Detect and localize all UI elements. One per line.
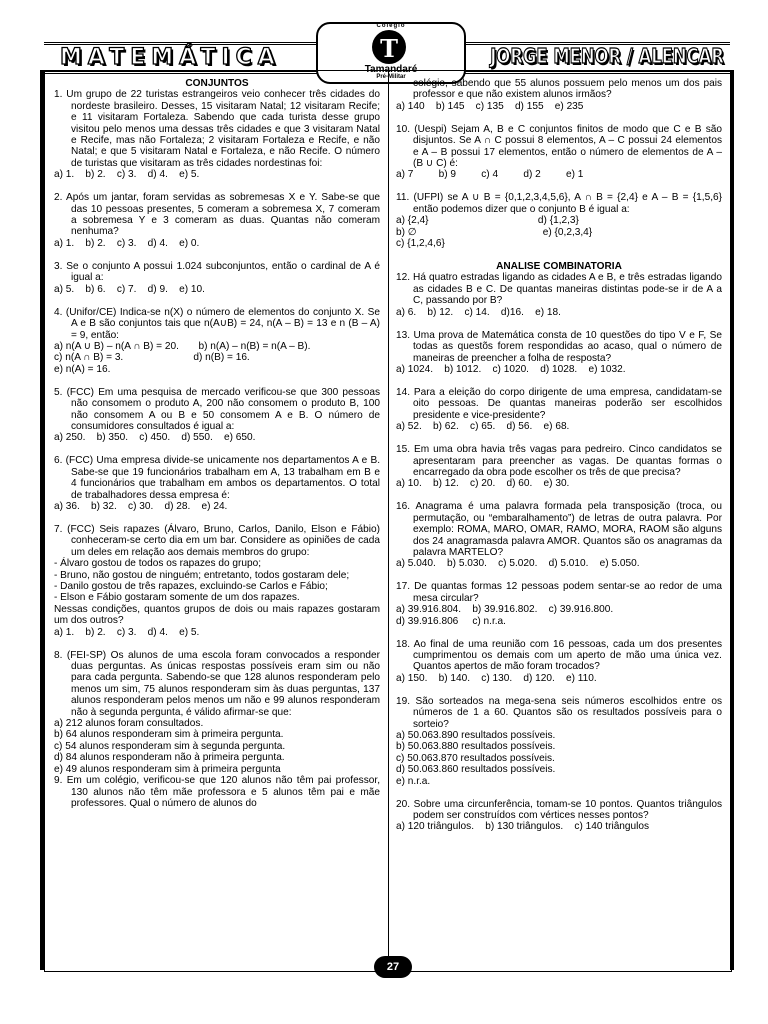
right-column [396,78,722,844]
answer-options: a) 1. b) 2. c) 3. d) 4. e) 0. [54,237,200,249]
answer-option: d) 50.063.860 resultados possíveis. [396,764,556,776]
question-14 [396,387,722,433]
answer-options: a) 36. b) 32. c) 30. d) 28. e) 24. [54,500,228,512]
question-stem-continued: colégio, sabendo que 55 alunos possuem pelo menos um dos pais professor e que não existem alunos irmãos? [413,78,722,101]
question-7 [54,524,380,638]
answer-option: e) n.r.a. [396,775,431,787]
statement-line: - Elson e Fábio gostaram somente de um dos rapazes. [54,592,300,604]
answer-options: a) 140 b) 145 c) 135 d) 155 e) 235 [396,100,584,112]
answer-options: a) 250. b) 350. c) 450. d) 550. e) 650. [54,432,256,444]
question-16 [396,501,722,569]
answer-options: b) ∅ e) {0,2,3,4} [396,226,593,238]
question-stem: 7. (FCC) Seis rapazes (Álvaro, Bruno, Carlos, Danilo, Elson e Fábio) conheceram-se certo dia em um bar. Considere as opiniões de cada um deles em relação aos demais membros do grupo: [54,523,380,558]
statement-line: - Álvaro gostou de todos os rapazes do grupo; [54,558,262,570]
question-20 [396,799,722,833]
question-5 [54,387,380,444]
question-12 [396,272,722,318]
logo-letter: T [380,34,398,63]
statement-line: - Bruno, não gostou de ninguém; entretanto, todos gostaram dele; [54,569,350,581]
logo-top-text: Colégio [376,23,406,29]
answer-options: a) 52. b) 62. c) 65. d) 56. e) 68. [396,421,570,433]
answer-options: a) 1024. b) 1012. c) 1020. d) 1028. e) 1032. [396,363,626,375]
answer-option: b) 50.063.880 resultados possíveis. [396,741,556,753]
question-1 [54,89,380,180]
question-stem: 3. Se o conjunto A possui 1.024 subconjuntos, então o cardinal de A é igual a: [54,260,380,284]
question-8 [54,650,380,775]
question-stem: 15. Em uma obra havia três vagas para pedreiro. Cinco candidatos se apresentaram para preencher as vagas. De quantas formas o encarregado da obra pode escolher os três de que precisa? [396,444,722,478]
question-stem: 20. Sobre uma circunferência, tomam-se 10 pontos. Quantos triângulos podem ser construídos com vértices nesses pontos? [396,798,722,822]
question-stem: 11. (UFPI) se A ∪ B = {0,1,2,3,4,5,6}, A ∩ B = {2,4} e A – B = {1,5,6} então podemos dizer que o conjunto B é igual a: [396,192,722,215]
question-stem: 8. (FEI-SP) Os alunos de uma escola foram convocados a responder duas perguntas. As únicas respostas possíveis eram sim ou não para cada pergunta. Sabendo-se que 128 alunos responderam pelo menos um sim, 75 alunos responderam sim às duas perguntas, 137 alunos responderam pelos menos um não e 99 alunos responderam não à segunda pergunta, é válido afirmar-se que: [54,649,380,718]
answer-options: a) n(A ∪ B) – n(A ∩ B) = 20. b) n(A) – n(B) = n(A – B). [54,340,311,352]
question-2 [54,192,380,249]
logo-emblem-icon [372,30,406,64]
question-13 [396,330,722,376]
answer-options: a) 7 b) 9 c) 4 d) 2 e) 1 [396,169,584,181]
question-6 [54,455,380,512]
statement-line: - Danilo gostou de três rapazes, excluindo-se Carlos e Fábio; [54,581,328,592]
question-stem: 17. De quantas formas 12 pessoas podem sentar-se ao redor de uma mesa circular? [396,581,722,604]
left-column [54,78,380,821]
answer-option: c) 54 alunos responderam sim à segunda pergunta. [54,740,286,752]
answer-option: a) 50.063.890 resultados possíveis. [396,730,556,742]
answer-options: d) 39.916.806 c) n.r.a. [396,615,506,627]
question-stem: 5. (FCC) Em uma pesquisa de mercado verificou-se que 300 pessoas não consomem o produto A, 200 não consomem o produto B, 100 não consomem A ou B e 50 consomem A e B. O número de consumidores consultados é igual a: [54,386,380,432]
question-stem: 19. São sorteados na mega-sena seis números escolhidos entre os números de 1 a 60. Quantos são os resultados possíveis para o sorteio? [396,695,722,730]
question-9-continued [396,78,722,112]
question-stem: 9. Em um colégio, verificou-se que 120 alunos não têm pai professor, 130 alunos não têm mãe professora e 5 alunos têm pai e mãe professores. Qual o número de alunos do [54,775,380,809]
section-title-combinatoria: ANALISE COMBINATORIA [496,261,622,273]
answer-option: c) 50.063.870 resultados possíveis. [396,752,555,764]
question-10 [396,124,722,181]
answer-options: a) 5. b) 6. c) 7. d) 9. e) 10. [54,283,205,295]
question-9 [54,775,380,809]
question-stem: 13. Uma prova de Matemática consta de 10 questões do tipo V e F, Se todas as questõs forem respondidas ao acaso, qual o número de maneiras de preencher a folha de resposta? [396,329,722,364]
answer-options: a) 1. b) 2. c) 3. d) 4. e) 5. [54,626,200,638]
question-stem: 10. (Uespi) Sejam A, B e C conjuntos finitos de modo que C e B são disjuntos. Se A ∩ C possui 8 elementos, A – C possui 24 elementos e A – B possui 17 elementos, então o número de elementos de A – (B ∪ C) é: [396,123,722,170]
column-divider [388,70,389,970]
authors-title: JORGE MENOR / ALENCAR [490,44,724,68]
question-15 [396,444,722,490]
question-18 [396,639,722,685]
question-stem: 18. Ao final de uma reunião com 16 pessoas, cada um dos presentes cumprimentou os demais com um aperto de mão uma única vez. Quantos apertos de mão foram trocados? [396,638,722,673]
answer-options: a) 5.040. b) 5.030. c) 5.020. d) 5.010. e) 5.050. [396,558,640,570]
answer-options: c) n(A ∩ B) = 3. d) n(B) = 16. [54,352,250,364]
question-stem: 1. Um grupo de 22 turistas estrangeiros veio conhecer três cidades do nordeste brasileiro. Desses, 15 visitaram Natal; 12 visitaram Recife; e 11 visitaram Fortaleza. Sabendo que cada turista desse grupo visitou pelo menos uma dessas três cidades e que 3 visitaram Natal e Recife, mas não Fortaleza; 2 visitaram Fortaleza e Recife, e não Natal; e que 5 visitaram Natal e Fortaleza, e não Recife. O número de turistas que visitaram as três cidades nordestinas foi: [54,89,380,169]
question-19 [396,696,722,787]
answer-options: a) 150. b) 140. c) 130. d) 120. e) 110. [396,672,597,684]
answer-options: a) 1. b) 2. c) 3. d) 4. e) 5. [54,169,200,181]
answer-option: a) 212 alunos foram consultados. [54,718,204,730]
logo-subtitle: Pré-Militar [376,74,406,80]
question-stem: 6. (FCC) Uma empresa divide-se unicamente nos departamentos A e B. Sabe-se que 19 funcionários trabalham em A, 13 trabalham em B e 4 funcionários que trabalham em ambos os departamentos. O total de trabalhadores dessa empresa é: [54,455,380,501]
answer-options: a) 10. b) 12. c) 20. d) 60. e) 30. [396,478,570,490]
answer-option: e) 49 alunos responderam sim à primeira pergunta [54,763,281,775]
question-stem: 4. (Unifor/CE) Indica-se n(X) o número de elementos do conjunto X. Se A e B são conjuntos tais que n(A∪B) = 24, n(A – B) = 13 e n (B – A) = 9, então: [54,306,380,341]
answer-options: c) {1,2,4,6} [396,238,445,250]
answer-option: b) 64 alunos responderam sim à primeira pergunta. [54,729,284,741]
answer-options: a) {2,4} d) {1,2,3} [396,215,579,227]
question-3 [54,261,380,295]
question-11 [396,192,722,249]
answer-options: a) 120 triângulos. b) 130 triângulos. c) 140 triângulos [396,821,650,833]
section-title-conjuntos: CONJUNTOS [185,78,249,89]
question-stem: 16. Anagrama é uma palavra formada pela transposição (troca, ou permutação, ou “embaralhamento”) de letras de outra palavra. Por exemplo: ROMA, MARO, OMAR, RAMO, MORA, RAOM são alguns dos 24 anagramasda palavra AMOR. Quantos são os anagramas da palavra MARTELO? [396,501,722,558]
question-stem: 12. Há quatro estradas ligando as cidades A e B, e três estradas ligando as cidades B e C. De quantas maneiras distintas pode-se ir de A a C, passando por B? [396,272,722,307]
answer-options: e) n(A) = 16. [54,363,111,375]
statement-line: Nessas condições, quantos grupos de dois ou mais rapazes gostaram um dos outros? [54,603,380,627]
answer-option: d) 84 alunos responderam não à primeira pergunta. [54,752,285,764]
question-4 [54,307,380,375]
question-stem: 2. Após um jantar, foram servidas as sobremesas X e Y. Sabe-se que das 10 pessoas presentes, 5 comeram a sobremesa X, 7 comeram a sobremesa Y e 3 comeram as duas. Quantas não comeram nenhuma? [54,192,380,238]
logo-name: Tamandaré [364,64,418,75]
page-number: 27 [374,956,412,978]
question-17 [396,581,722,627]
question-stem: 14. Para a eleição do corpo dirigente de uma empresa, candidatam-se oito pessoas. De quantas maneiras poderão ser escolhidos presidente e vice-presidente? [396,386,722,421]
answer-options: a) 39.916.804. b) 39.916.802. c) 39.916.800. [396,604,614,616]
answer-options: a) 6. b) 12. c) 14. d)16. e) 18. [396,306,561,318]
subject-title: MATEMÁTICA [60,45,281,70]
